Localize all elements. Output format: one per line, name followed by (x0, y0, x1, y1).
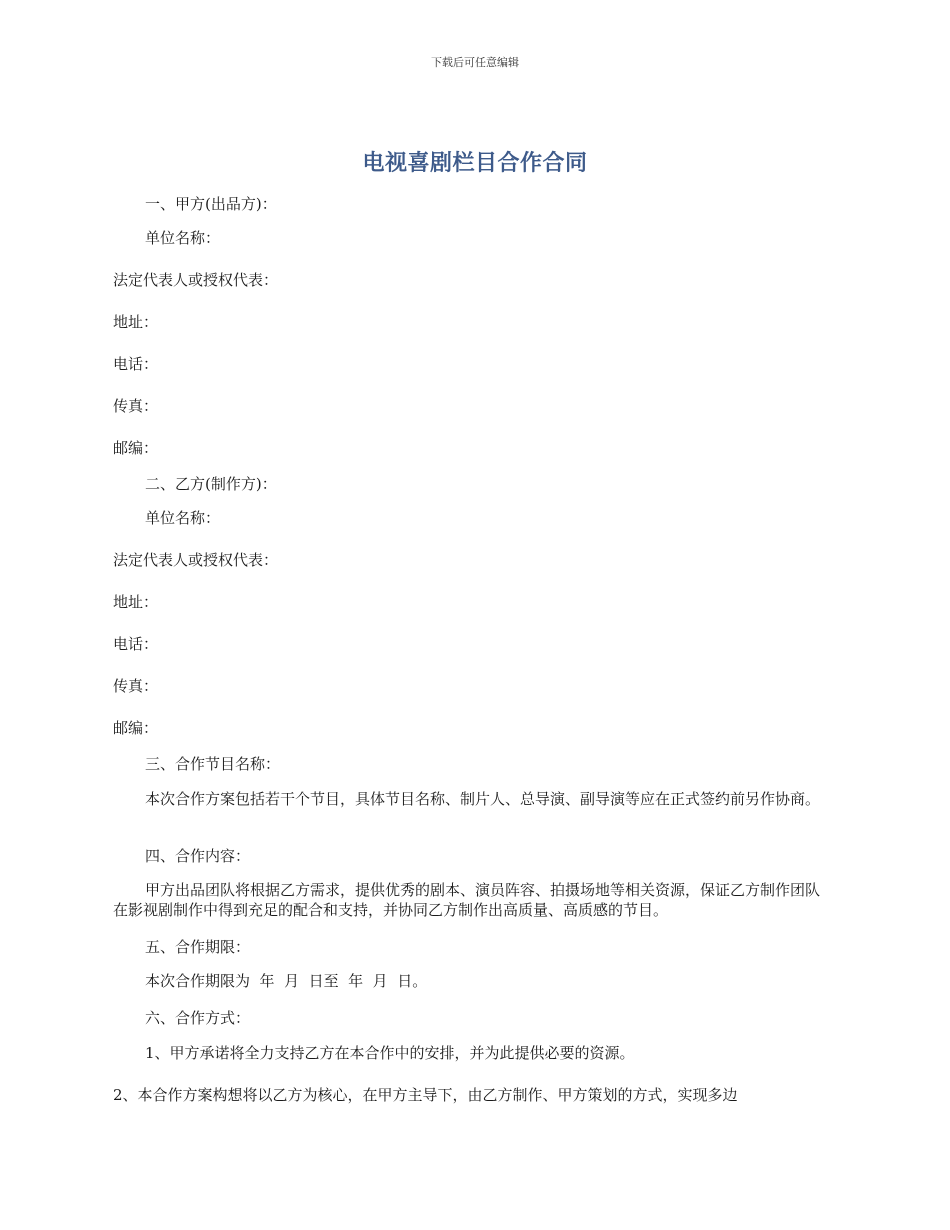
section-heading-party-a: 一、甲方(出品方)： (145, 195, 277, 213)
field-fax-b: 传真： (113, 677, 159, 695)
section-heading-program-name: 三、合作节目名称： (145, 755, 281, 773)
document-title: 电视喜剧栏目合作合同 (362, 151, 588, 176)
field-legal-rep-b: 法定代表人或授权代表： (113, 551, 279, 569)
field-address-a: 地址： (113, 313, 159, 331)
field-address-b: 地址： (113, 593, 159, 611)
field-fax-a: 传真： (113, 397, 159, 415)
paragraph-method-2: 2、本合作方案构想将以乙方为核心，在甲方主导下，由乙方制作、甲方策划的方式，实现多边 (113, 1086, 738, 1104)
section-heading-method: 六、合作方式： (145, 1009, 251, 1027)
field-unit-name-a: 单位名称： (145, 229, 221, 247)
field-legal-rep-a: 法定代表人或授权代表： (113, 271, 279, 289)
field-phone-b: 电话： (113, 635, 159, 653)
paragraph-program-name: 本次合作方案包括若干个节目，具体节目名称、制片人、总导演、副导演等应在正式签约前另作协商。 (145, 790, 821, 808)
paragraph-method-1: 1、甲方承诺将全力支持乙方在本合作中的安排，并为此提供必要的资源。 (145, 1044, 635, 1062)
paragraph-term: 本次合作期限为 年 月 日至 年 月 日。 (145, 972, 428, 990)
paragraph-content: 甲方出品团队将根据乙方需求，提供优秀的剧本、演员阵容、拍摄场地等相关资源，保证乙方制作团队在影视剧制作中得到充足的配合和支持，并协同乙方制作出高质量、高质感的节目。 (113, 881, 821, 919)
section-heading-party-b: 二、乙方(制作方)： (145, 475, 277, 493)
section-heading-term: 五、合作期限： (145, 938, 251, 956)
field-postcode-a: 邮编： (113, 439, 159, 457)
page-header-note: 下载后可任意编辑 (431, 56, 519, 69)
field-unit-name-b: 单位名称： (145, 509, 221, 527)
section-heading-content: 四、合作内容： (145, 847, 251, 865)
field-postcode-b: 邮编： (113, 719, 159, 737)
field-phone-a: 电话： (113, 355, 159, 373)
